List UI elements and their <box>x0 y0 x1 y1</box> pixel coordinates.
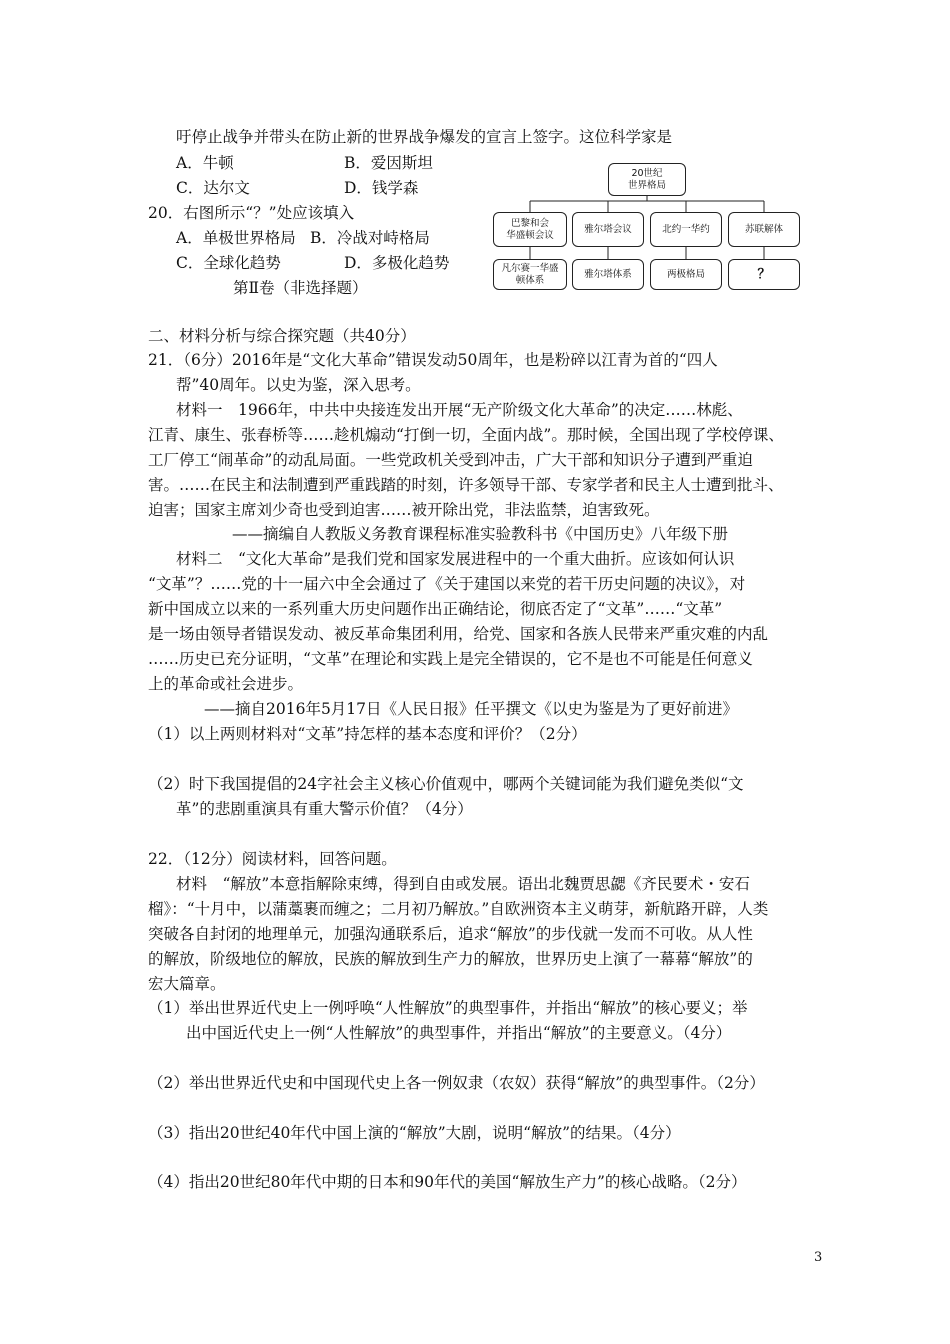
part2-heading: 二、材料分析与综合探究题（共40分） <box>148 327 416 345</box>
q19-option-d: D．钱学森 <box>344 179 419 197</box>
diagram-root-box: 20世纪 世界格局 <box>608 163 686 196</box>
diagram-box-yalta-system: 雅尔塔体系 <box>572 259 644 290</box>
q21-subquestion-2-cont: 革”的悲剧重演具有重大警示价值？（4分） <box>176 800 473 818</box>
q22-subquestion-1: （1）举出世界近代史上一例呼唤“人性解放”的典型事件，并指出“解放”的核心要义；举 <box>148 999 748 1017</box>
q21-subquestion-1: （1）以上两则材料对“文革”持怎样的基本态度和评价？（2分） <box>148 725 587 743</box>
diagram-box-yalta-conference: 雅尔塔会议 <box>572 212 644 247</box>
q19-option-a: A．牛顿 <box>176 154 234 172</box>
q21-line: 21．（6分）2016年是“文化大革命”错误发动50周年，也是粉碎以江青为首的“四人 <box>148 351 718 369</box>
q21-line: ……历史已充分证明，“文革”在理论和实践上是完全错误的，它不是也不可能是任何意义 <box>148 650 753 668</box>
q22-line: 榴》：“十月中，以蒲藁裹而缠之；二月初乃解放。”自欧洲资本主义萌芽，新航路开辟，人类 <box>148 900 769 918</box>
q22-line: 的解放，阶级地位的解放，民族的解放到生产力的解放，世界历史上演了一幕幕“解放”的 <box>148 950 753 968</box>
diagram-box-ussr-collapse: 苏联解体 <box>728 212 800 247</box>
diagram-box-nato-warsaw: 北约一华约 <box>650 212 722 247</box>
q22-subquestion-1-cont: 出中国近代史上一例“人性解放”的典型事件，并指出“解放”的主要意义。（4分） <box>186 1024 732 1042</box>
q21-subquestion-2: （2）时下我国提倡的24字社会主义核心价值观中，哪两个关键词能为我们避免类似“文 <box>148 775 744 793</box>
q21-line: 材料一 1966年，中共中央接连发出开展“无产阶级文化大革命”的决定……林彪、 <box>176 401 743 419</box>
q21-line: 上的革命或社会进步。 <box>148 675 304 693</box>
q21-line: 江青、康生、张春桥等……趁机煽动“打倒一切，全面内战”。那时候，全国出现了学校停课、 <box>148 426 784 444</box>
q21-line: 新中国成立以来的一系列重大历史问题作出正确结论，彻底否定了“文革”……“文革” <box>148 600 723 618</box>
q21-line: 工厂停工“闹革命”的动乱局面。一些党政机关受到冲击，广大干部和知识分子遭到严重迫 <box>148 451 753 469</box>
q22-subquestion-4: （4）指出20世纪80年代中期的日本和90年代的美国“解放生产力”的核心战略。（2分） <box>148 1173 747 1191</box>
diagram-connectors <box>0 0 950 300</box>
q21-line: 是一场由领导者错误发动、被反革命集团利用，给党、国家和各族人民带来严重灾难的内乱 <box>148 625 769 643</box>
section-title: 第Ⅱ卷（非选择题） <box>233 279 368 297</box>
q19-stem: 吁停止战争并带头在防止新的世界战争爆发的宣言上签字。这位科学家是 <box>176 128 673 146</box>
q22-subquestion-3: （3）指出20世纪40年代中国上演的“解放”大剧，说明“解放”的结果。（4分） <box>148 1124 681 1142</box>
q22-line: 材料 “解放”本意指解除束缚，得到自由或发展。语出北魏贾思勰《齐民要术・安石 <box>176 875 750 893</box>
diagram-box-bipolar: 两极格局 <box>650 259 722 290</box>
diagram-box-versailles-system: 凡尔赛一华盛 顿体系 <box>493 259 567 290</box>
q21-line: 害。……在民主和法制遭到严重践踏的时刻，许多领导干部、专家学者和民主人士遭到批斗、 <box>148 476 784 494</box>
q20-option-a: A．单极世界格局 <box>176 229 296 247</box>
q22-line: 突破各自封闭的地理单元，加强沟通联系后，追求“解放”的步伐就一发而不可收。从人性 <box>148 925 753 943</box>
page-number: 3 <box>814 1250 823 1265</box>
q21-line: 帮”40周年。以史为鉴，深入思考。 <box>176 376 421 394</box>
diagram-box-paris-washington: 巴黎和会 华盛顿会议 <box>493 212 567 247</box>
q20-option-c: C．全球化趋势 <box>176 254 281 272</box>
q20-option-b: B．冷战对峙格局 <box>310 229 430 247</box>
q21-source-1: ——摘编自人教版义务教育课程标准实验教科书《中国历史》八年级下册 <box>232 525 729 543</box>
q21-line: 迫害；国家主席刘少奇也受到迫害……被开除出党，非法监禁，迫害致死。 <box>148 501 660 519</box>
q22-stem: 22．（12分）阅读材料，回答问题。 <box>148 850 397 868</box>
q19-option-c: C．达尔文 <box>176 179 250 197</box>
q22-subquestion-2: （2）举出世界近代史和中国现代史上各一例奴隶（农奴）获得“解放”的典型事件。（2分） <box>148 1074 765 1092</box>
diagram-box-question-mark: ？ <box>728 259 800 290</box>
q22-line: 宏大篇章。 <box>148 975 226 993</box>
q21-source-2: ——摘自2016年5月17日《人民日报》任平撰文《以史为鉴是为了更好前进》 <box>204 700 739 718</box>
q21-line: 材料二 “文化大革命”是我们党和国家发展进程中的一个重大曲折。应该如何认识 <box>176 550 735 568</box>
q19-option-b: B．爱因斯坦 <box>344 154 433 172</box>
q20-option-d: D．多极化趋势 <box>344 254 450 272</box>
q20-stem: 20．右图所示“？”处应该填入 <box>148 204 355 222</box>
q21-line: “文革”？……党的十一届六中全会通过了《关于建国以来党的若干历史问题的决议》，对 <box>148 575 746 593</box>
